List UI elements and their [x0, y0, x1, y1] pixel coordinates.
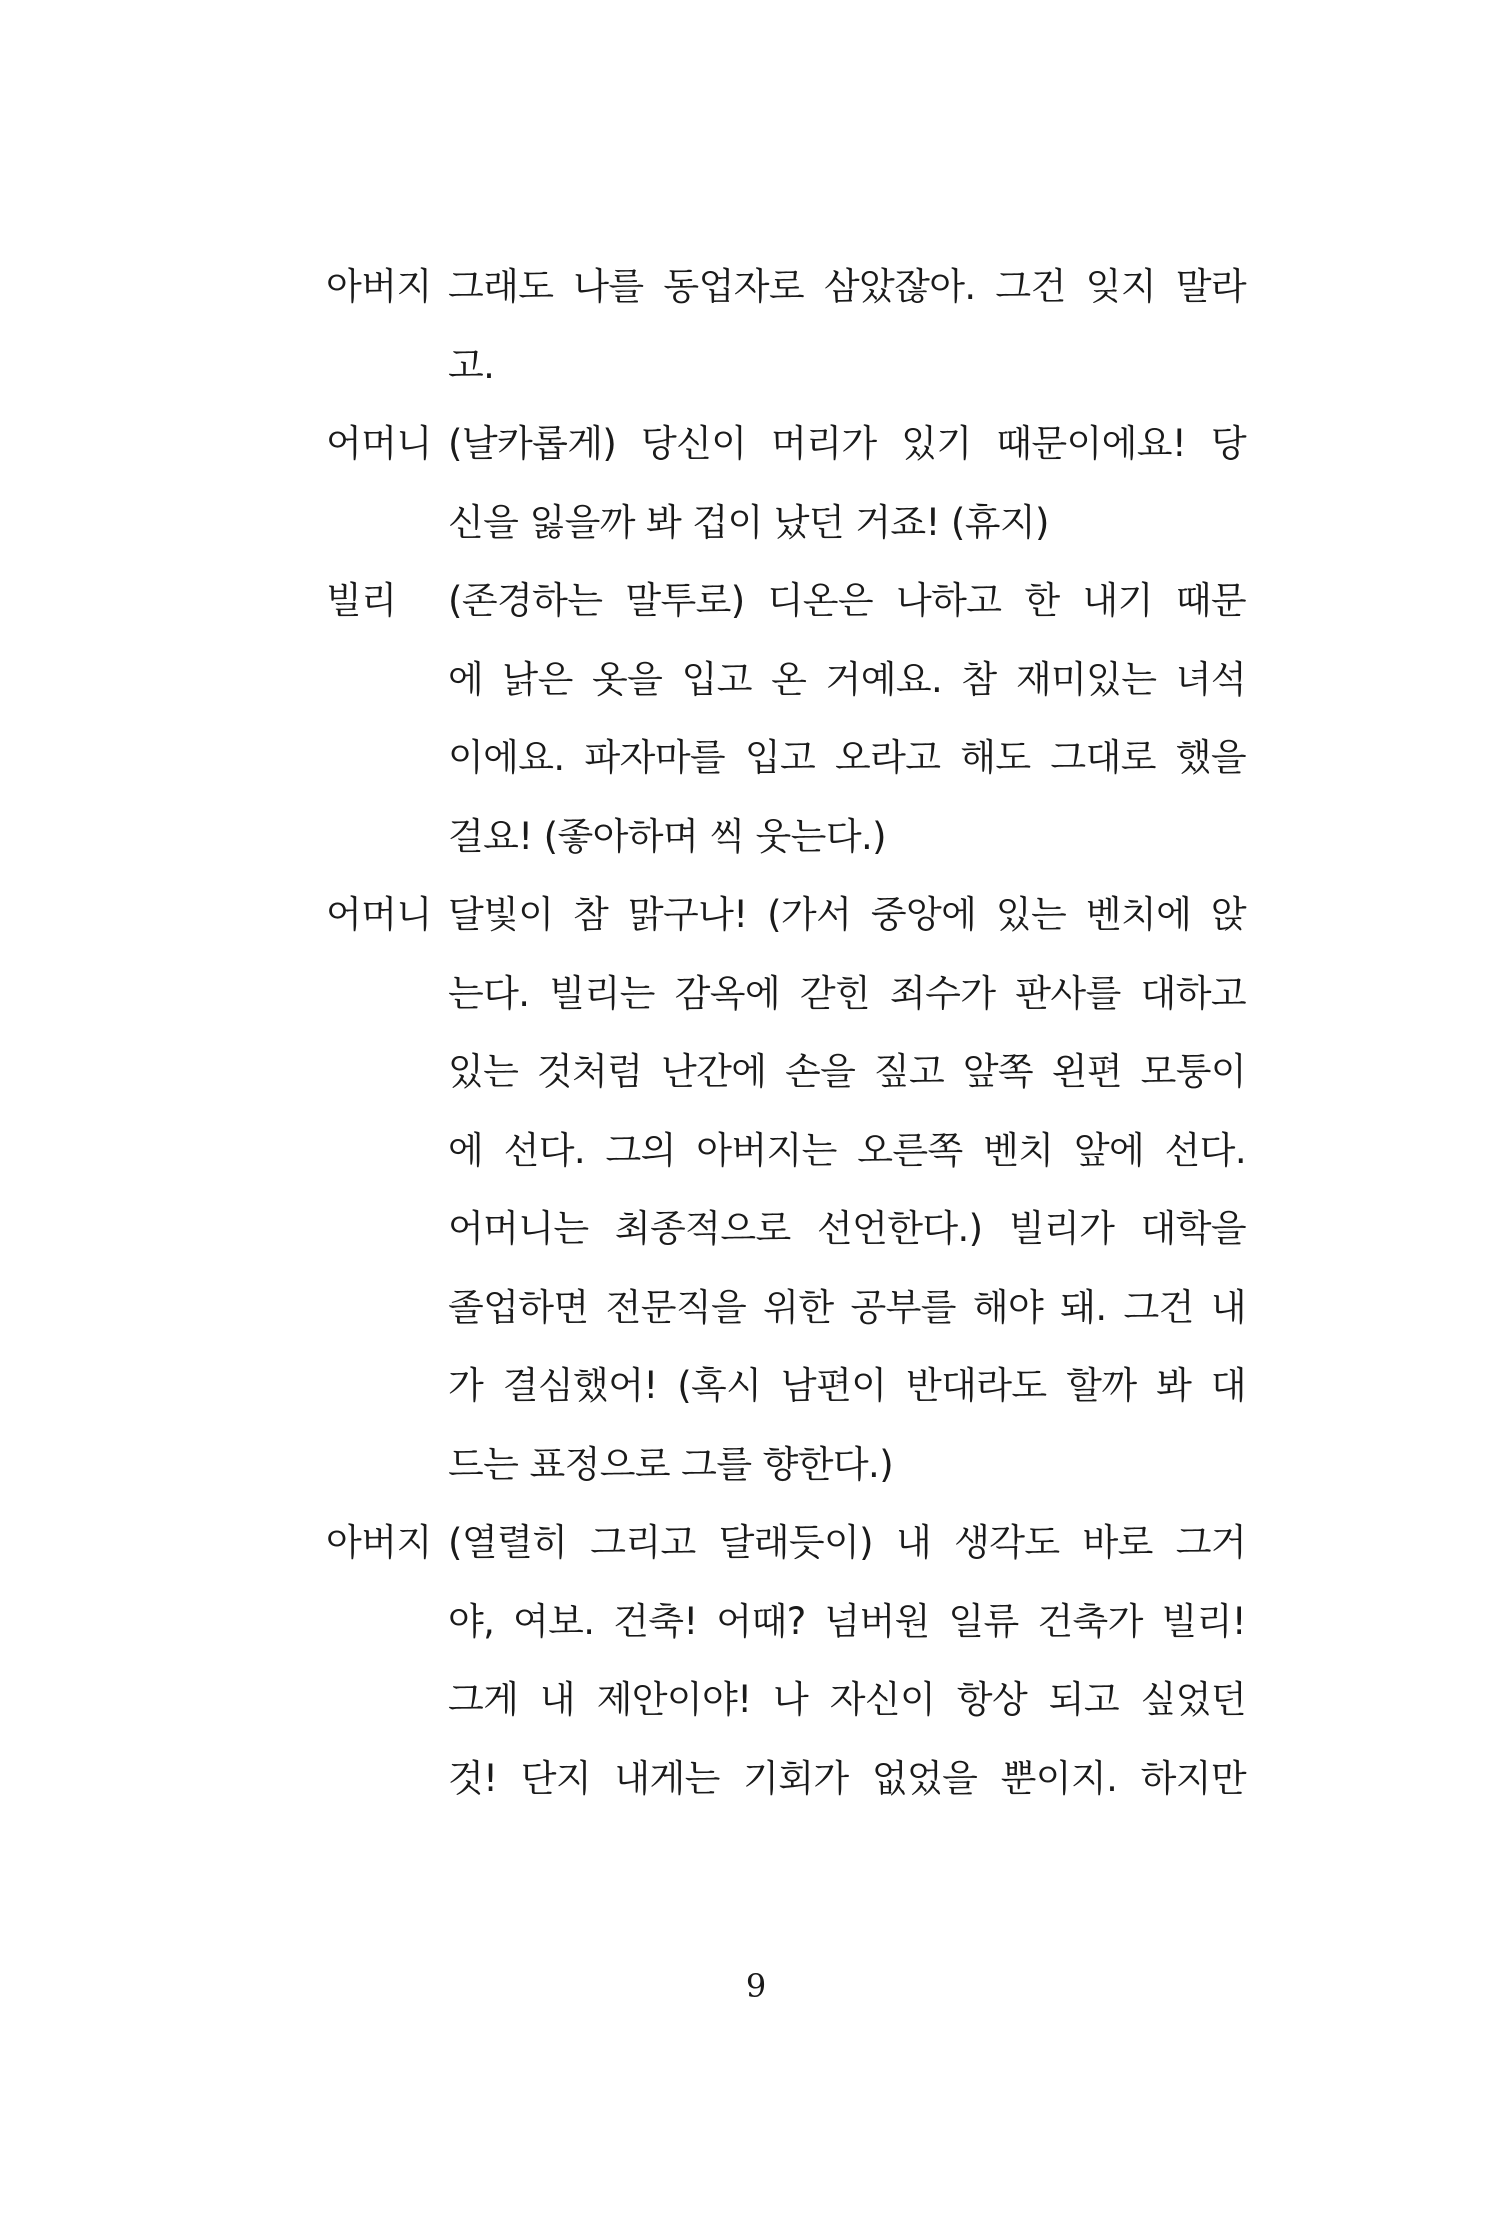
dialogue-line: 에 선다. 그의 아버지는 오른쪽 벤치 앞에 선다.: [448, 1128, 1246, 1172]
dialogue-entry: [326, 876, 1246, 1504]
speaker-name: 어머니: [326, 893, 432, 936]
dialogue-line: 그래도 나를 동업자로 삼았잖아. 그건 잊지 말라: [448, 265, 1246, 308]
dialogue-entry: [326, 248, 1246, 405]
dialogue-line: 있는 것처럼 난간에 손을 짚고 앞쪽 왼편 모퉁이: [448, 1050, 1246, 1093]
dialogue-line: 드는 표정으로 그를 향한다.): [448, 1442, 894, 1486]
speaker-name: 아버지: [326, 1521, 432, 1564]
dialogue-line: 신을 잃을까 봐 겁이 났던 거죠! (휴지): [448, 500, 1049, 544]
dialogue-line: (존경하는 말투로) 디온은 나하고 한 내기 때문: [448, 579, 1246, 622]
dialogue-entry: [326, 562, 1246, 876]
dialogue-line: (날카롭게) 당신이 머리가 있기 때문이에요! 당: [448, 422, 1246, 465]
dialogue-text: [448, 562, 1246, 876]
dialogue-line: (열렬히 그리고 달래듯이) 내 생각도 바로 그거: [448, 1521, 1246, 1564]
dialogue-line: 고.: [448, 343, 495, 387]
dialogue-line: 것! 단지 내게는 기회가 없었을 뿐이지. 하지만: [448, 1756, 1246, 1800]
dialogue-entry: [326, 1504, 1246, 1818]
dialogue-text: [448, 405, 1246, 562]
dialogue-line: 어머니는 최종적으로 선언한다.) 빌리가 대학을: [448, 1207, 1246, 1250]
dialogue-line: 그게 내 제안이야! 나 자신이 항상 되고 싶었던: [448, 1678, 1246, 1721]
dialogue-line: 에 낡은 옷을 입고 온 거예요. 참 재미있는 녀석: [448, 657, 1246, 701]
dialogue-line: 가 결심했어! (혹시 남편이 반대라도 할까 봐 대: [448, 1364, 1246, 1407]
dialogue-text: [448, 876, 1246, 1504]
speaker-name: 빌리: [326, 579, 397, 622]
speaker-name: 어머니: [326, 422, 432, 465]
dialogue-line: 졸업하면 전문직을 위한 공부를 해야 돼. 그건 내: [448, 1285, 1246, 1329]
dialogue-text: [448, 248, 1246, 405]
script-body: [326, 248, 1246, 1818]
dialogue-line: 달빛이 참 맑구나! (가서 중앙에 있는 벤치에 앉: [448, 893, 1246, 936]
dialogue-text: [448, 1504, 1246, 1818]
page-number: 9: [745, 1967, 767, 2005]
speaker-name: 아버지: [326, 265, 432, 308]
dialogue-line: 걸요! (좋아하며 씩 웃는다.): [448, 814, 886, 858]
dialogue-line: 야, 여보. 건축! 어때? 넘버원 일류 건축가 빌리!: [448, 1599, 1246, 1643]
dialogue-line: 이에요. 파자마를 입고 오라고 해도 그대로 했을: [448, 736, 1246, 779]
dialogue-entry: [326, 405, 1246, 562]
dialogue-line: 는다. 빌리는 감옥에 갇힌 죄수가 판사를 대하고: [448, 971, 1246, 1015]
